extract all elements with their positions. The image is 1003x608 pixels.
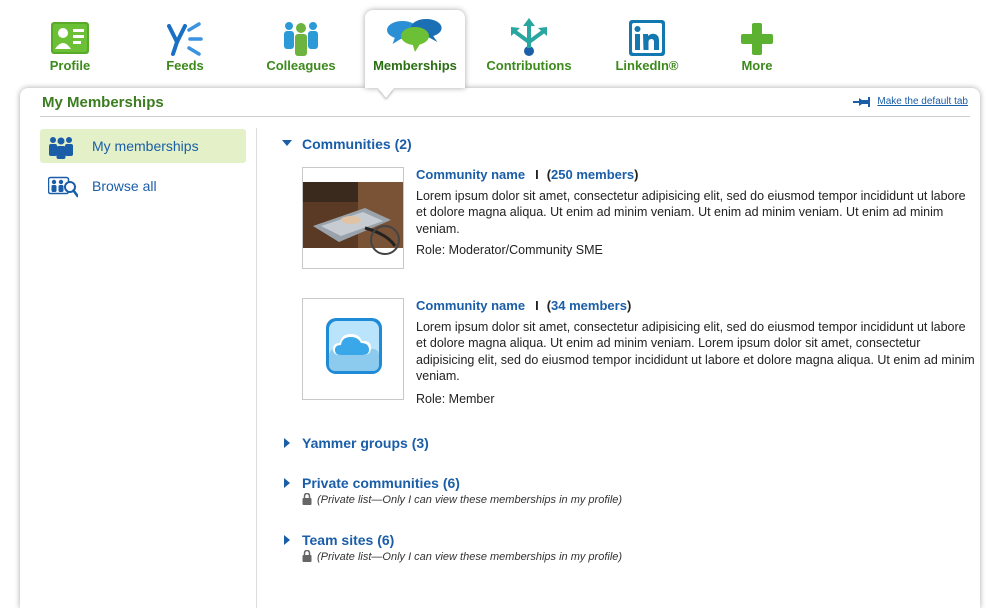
sidebar-item-my-memberships[interactable] (40, 129, 246, 163)
member-count: (34 members) (546, 298, 632, 313)
memberships-panel (20, 88, 980, 608)
sidebar-divider (256, 128, 257, 608)
section-title: Team sites (6) (302, 532, 395, 548)
pushpin-icon (853, 97, 871, 107)
member-count: (250 members) (546, 167, 639, 182)
tab-label: Contributions (486, 58, 572, 73)
community-thumbnail[interactable] (302, 298, 404, 400)
tab-memberships[interactable] (365, 10, 465, 88)
laptop-photo (303, 168, 403, 268)
plus-icon (737, 18, 777, 58)
cloud-icon (303, 299, 403, 399)
group-people-icon (48, 135, 74, 159)
yammer-icon (165, 18, 205, 58)
make-default-tab-label[interactable]: Make the default tab (877, 96, 968, 107)
colleagues-icon (281, 18, 321, 58)
sidebar-item-browse-all[interactable] (40, 169, 246, 203)
active-tab-pointer (378, 88, 394, 98)
tab-feeds[interactable] (135, 12, 235, 82)
tab-label: Profile (49, 58, 91, 73)
separator: I (535, 298, 539, 313)
speech-bubbles-icon (387, 16, 443, 56)
lock-icon (302, 493, 312, 505)
community-title-row (416, 298, 631, 313)
browse-people-search-icon (48, 175, 78, 199)
section-title: Communities (2) (302, 136, 412, 152)
private-note-text: (Private list—Only I can view these memberships in my profile) (317, 494, 623, 506)
caret-down-icon (282, 140, 292, 148)
lock-icon (302, 550, 312, 562)
community-title-row (416, 167, 639, 182)
profile-card-icon (50, 18, 90, 58)
tab-profile[interactable] (20, 12, 120, 82)
page-title: My Memberships (42, 94, 164, 111)
section-title: Yammer groups (3) (302, 435, 429, 451)
linkedin-icon (627, 18, 667, 58)
private-note-text: (Private list—Only I can view these memberships in my profile) (317, 551, 623, 563)
sidebar-item-label: My memberships (92, 138, 199, 154)
tab-colleagues[interactable] (251, 12, 351, 82)
tab-label: LinkedIn® (615, 58, 679, 73)
member-count-link[interactable]: 34 members (551, 298, 627, 313)
tab-label: Feeds (166, 58, 204, 73)
top-tab-bar (0, 0, 1003, 88)
contributions-arrows-icon (509, 18, 549, 58)
caret-right-icon (284, 478, 292, 488)
community-thumbnail[interactable] (302, 167, 404, 269)
community-description: Lorem ipsum dolor sit amet, consectetur adipisicing elit, sed do eiusmod tempor incididunt ut labore et dolore magna aliqua. Ut enim ad minim veniam. Lorem ipsum dolor sit amet, consectetur adipisicing elit, sed do eiusmod tempor incididunt ut labore et dolore magna aliqua. Ut enim ad minim veniam. (416, 320, 975, 383)
tab-contributions[interactable] (479, 12, 579, 82)
section-title: Private communities (6) (302, 475, 460, 491)
caret-right-icon (284, 535, 292, 545)
community-name-link[interactable]: Community name (416, 167, 526, 182)
private-list-note (302, 550, 622, 563)
community-role: Role: Member (416, 392, 495, 406)
community-role: Role: Moderator/Community SME (416, 243, 603, 257)
community-name-link[interactable]: Community name (416, 298, 526, 313)
tab-more[interactable] (707, 12, 807, 82)
private-list-note (302, 493, 622, 506)
member-count-link[interactable]: 250 members (551, 167, 635, 182)
separator: I (535, 167, 539, 182)
sidebar-item-label: Browse all (92, 178, 157, 194)
title-divider (40, 116, 970, 117)
tab-linkedin[interactable] (597, 12, 697, 82)
community-description: Lorem ipsum dolor sit amet, consectetur adipisicing elit, sed do eiusmod tempor incididunt ut labore et dolore magna aliqua. Ut enim ad minim veniam. Ut enim ad minim veniam. Ut enim ad minim veniam. (416, 189, 966, 236)
caret-right-icon (284, 438, 292, 448)
tab-label: Memberships (373, 58, 457, 73)
tab-label: Colleagues (266, 58, 336, 73)
community-card (302, 167, 982, 271)
tab-label: More (741, 58, 773, 73)
community-card (302, 298, 982, 406)
make-default-tab-link[interactable] (877, 96, 968, 107)
